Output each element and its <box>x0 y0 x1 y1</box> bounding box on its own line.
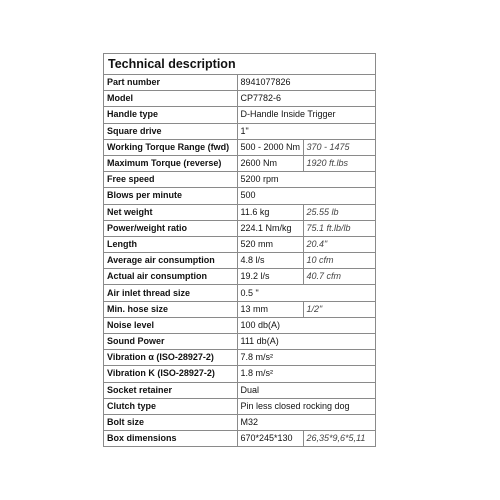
table-row <box>104 75 375 91</box>
spec-alt-value: 1920 ft.lbs <box>303 155 375 171</box>
spec-label: Actual air consumption <box>104 269 237 285</box>
spec-alt-value: 40.7 cfm <box>303 269 375 285</box>
spec-alt-value: 25.55 lb <box>303 204 375 220</box>
spec-label: Part number <box>104 75 237 91</box>
spec-alt-value: 20.4" <box>303 236 375 252</box>
table-row <box>104 334 375 350</box>
spec-value: 224.1 Nm/kg <box>237 220 303 236</box>
spec-value: M32 <box>237 414 375 430</box>
table-row <box>104 350 375 366</box>
table-row <box>104 269 375 285</box>
spec-label: Sound Power <box>104 334 237 350</box>
spec-value: Pin less closed rocking dog <box>237 398 375 414</box>
table-row <box>104 301 375 317</box>
spec-value: 500 <box>237 188 375 204</box>
spec-label: Vibration K (ISO-28927-2) <box>104 366 237 382</box>
spec-value: 7.8 m/s² <box>237 350 375 366</box>
table-title: Technical description <box>104 54 375 75</box>
spec-value: 5200 rpm <box>237 172 375 188</box>
spec-value: 1" <box>237 123 375 139</box>
table-row <box>104 188 375 204</box>
spec-label: Blows per minute <box>104 188 237 204</box>
spec-label: Box dimensions <box>104 431 237 447</box>
spec-label: Power/weight ratio <box>104 220 237 236</box>
spec-label: Square drive <box>104 123 237 139</box>
table-row <box>104 123 375 139</box>
spec-label: Net weight <box>104 204 237 220</box>
table-row <box>104 366 375 382</box>
spec-value: 0.5 " <box>237 285 375 301</box>
spec-label: Min. hose size <box>104 301 237 317</box>
table-row <box>104 91 375 107</box>
spec-value: 111 db(A) <box>237 334 375 350</box>
spec-label: Average air consumption <box>104 253 237 269</box>
table-row <box>104 220 375 236</box>
spec-alt-value: 75.1 ft.lb/lb <box>303 220 375 236</box>
spec-value: D-Handle Inside Trigger <box>237 107 375 123</box>
spec-alt-value: 10 cfm <box>303 253 375 269</box>
spec-label: Handle type <box>104 107 237 123</box>
spec-value: 11.6 kg <box>237 204 303 220</box>
spec-table <box>104 75 375 446</box>
spec-table-body <box>104 75 375 446</box>
spec-label: Vibration α (ISO-28927-2) <box>104 350 237 366</box>
spec-label: Clutch type <box>104 398 237 414</box>
spec-value: CP7782-6 <box>237 91 375 107</box>
spec-value: 2600 Nm <box>237 155 303 171</box>
spec-value: 670*245*130 <box>240 433 293 444</box>
spec-value: 8941077826 <box>237 75 375 91</box>
spec-value: 13 mm <box>237 301 303 317</box>
table-row <box>104 431 375 447</box>
spec-label: Length <box>104 236 237 252</box>
table-row <box>104 382 375 398</box>
spec-label: Air inlet thread size <box>104 285 237 301</box>
spec-value: 19.2 l/s <box>237 269 303 285</box>
table-row <box>104 398 375 414</box>
spec-value: 4.8 l/s <box>237 253 303 269</box>
table-row <box>104 253 375 269</box>
table-row <box>104 204 375 220</box>
spec-value: 500 - 2000 Nm <box>237 139 303 155</box>
spec-label: Free speed <box>104 172 237 188</box>
spec-label: Socket retainer <box>104 382 237 398</box>
spec-label: Bolt size <box>104 414 237 430</box>
table-row <box>104 414 375 430</box>
spec-label: Working Torque Range (fwd) <box>104 139 237 155</box>
spec-value: 520 mm <box>237 236 303 252</box>
spec-alt-value: 26,35*9,6*5,11 <box>303 431 375 447</box>
table-row <box>104 172 375 188</box>
spec-label: Maximum Torque (reverse) <box>104 155 237 171</box>
spec-value: 1.8 m/s² <box>237 366 375 382</box>
spec-label: Model <box>104 91 237 107</box>
spec-value: Dual <box>237 382 375 398</box>
table-row <box>104 317 375 333</box>
table-row <box>104 285 375 301</box>
spec-label: Noise level <box>104 317 237 333</box>
table-row <box>104 139 375 155</box>
table-row <box>104 107 375 123</box>
spec-alt-value: 1/2" <box>303 301 375 317</box>
spec-alt-value: 370 - 1475 <box>303 139 375 155</box>
technical-description-table <box>103 53 376 447</box>
table-row <box>104 155 375 171</box>
spec-value: 100 db(A) <box>237 317 375 333</box>
table-row <box>104 236 375 252</box>
